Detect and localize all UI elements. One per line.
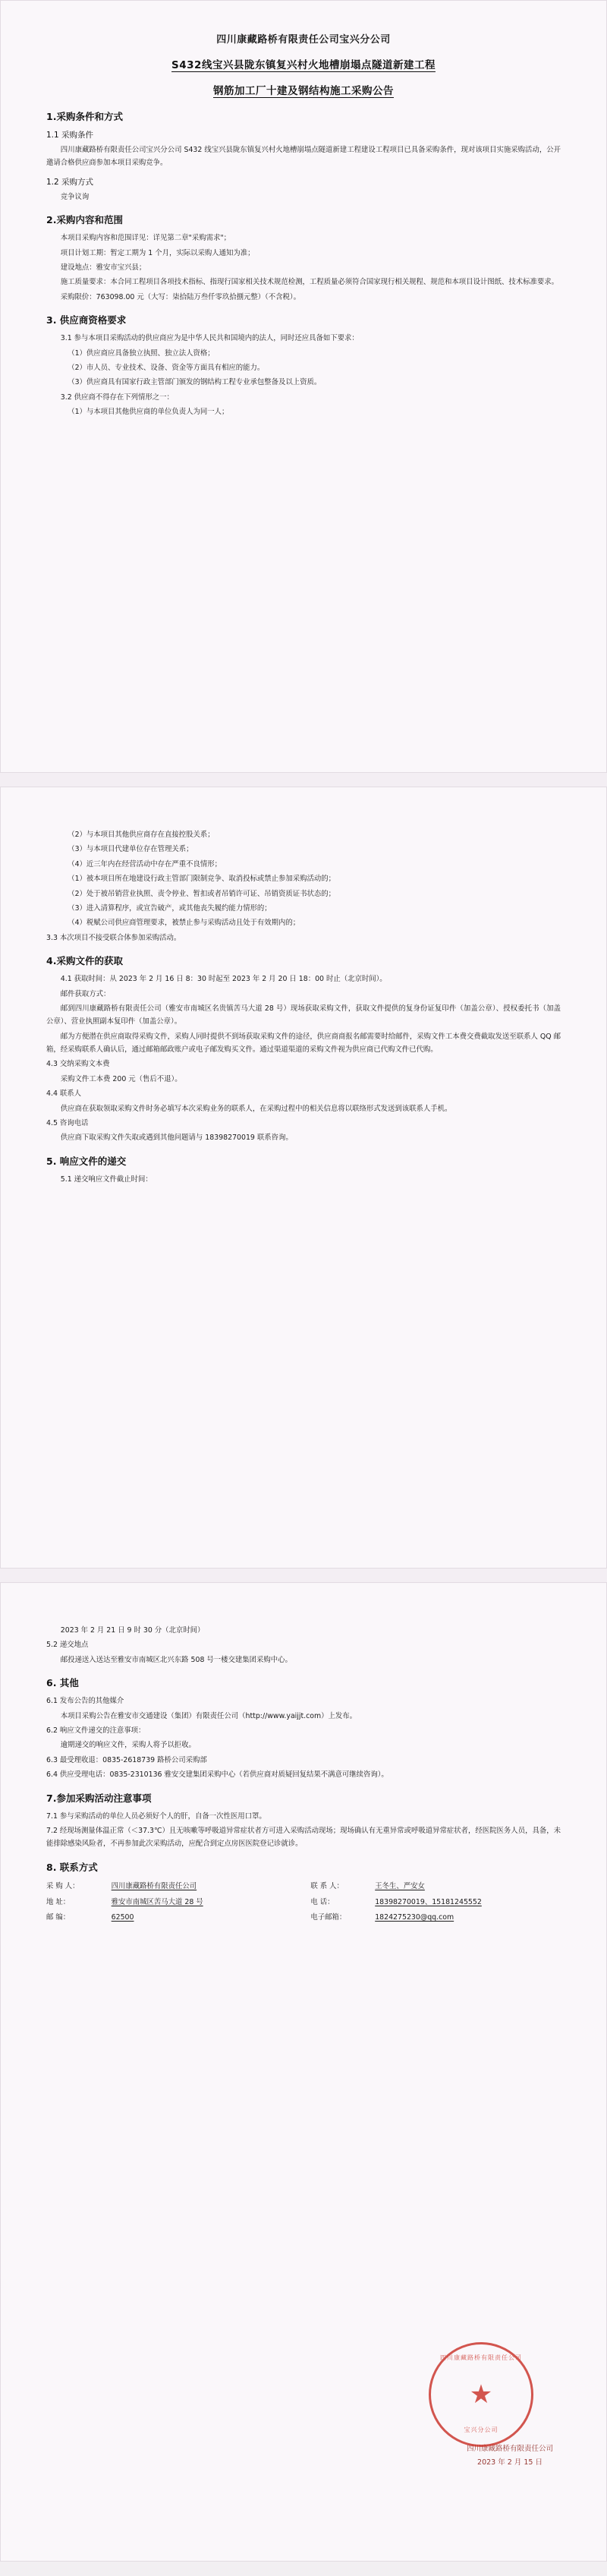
section-7-2-text: 7.2 经现场测量体温正常（＜37.3℃）且无咳嗽等呼吸道异常症状者方可进入采购活动现场；现场确认有无重异常或呼吸道异常症状者，经医院医务人员，具备，未能排除感染风险者，不再参加此次采购活动，应配合到定点房医医院登记诊就诊。 [46, 1826, 561, 1849]
section-4-3-text: 采购文件工本费 200 元（售后不退）。 [60, 1074, 182, 1083]
section-3-2-text: 3.2 供应商不得存在下列情形之一： [60, 393, 174, 402]
table-row [46, 1895, 561, 1911]
section-7-heading: 7.参加采购活动注意事项 [46, 1792, 152, 1804]
section-3-1-item-3: （3）供应商具有国家行政主管部门颁发的钢结构工程专业承包整备及以上资质。 [68, 378, 322, 387]
stamp-bottom-text: 宝兴分公司 [464, 2426, 498, 2433]
section-4-3-heading: 4.3 交纳采购文本费 [46, 1060, 110, 1069]
section-3-2-item-8: （4）税赋公司供应商管理要求，被禁止参与采购活动且处于有效期内的； [68, 919, 300, 928]
contact-label-email: 电子邮箱： [310, 1913, 347, 1922]
section-1-1-text: 四川康藏路桥有限责任公司宝兴分公司 S432 线宝兴县陇东镇复兴村火地槽崩塌点隧道新建工程建设工程项目已具备采购条件，现对该项目实施采购活动，公开邀请合格供应商参加本项目采购竞争。 [46, 146, 561, 168]
section-3-1-item-2: （2）市人员、专业技术、设备、资金等方面具有相应的能力。 [68, 363, 265, 372]
signature-company: 四川康藏路桥有限责任公司 [466, 2444, 553, 2453]
section-2-line-1: 本项目采购内容和范围详见：详见第二章"采购需求"； [60, 234, 231, 243]
section-4-2-label: 邮件获取方式： [60, 989, 111, 998]
company-title: 四川康藏路桥有限责任公司宝兴分公司 [216, 34, 391, 46]
star-icon: ★ [469, 2379, 493, 2410]
section-4-heading: 4.采购文件的获取 [46, 955, 123, 967]
contact-label-zip: 邮 编： [46, 1913, 71, 1922]
section-7-1-text: 7.1 参与采购活动的单位人员必须好个人的肝，自备一次性医用口罩。 [46, 1811, 266, 1821]
section-3-2-item-4: （4）近三年内在经营活动中存在严重不良情形； [68, 859, 222, 869]
section-4-4-text: 供应商在获取领取采购文件时务必填写本次采购业务的联系人，在采购过程中的相关信息将以联络形式发送到该联系人手机。 [60, 1104, 452, 1113]
section-4-5-heading: 4.5 咨询电话 [46, 1119, 89, 1128]
signature-date: 2023 年 2 月 15 日 [477, 2458, 543, 2467]
contact-label-phone: 电 话： [310, 1897, 335, 1906]
notice-title: 钢筋加工厂十建及钢结构施工采购公告 [213, 85, 394, 97]
section-5-2-heading: 5.2 递交地点 [46, 1641, 89, 1650]
section-2-heading: 2.采购内容和范围 [46, 214, 123, 226]
section-4-2-note: 邮为方便潜在供应商取得采购文件，采购人同时提供不到场获取采购文件的途径，供应商商报名邮需要时给邮件，采购文件工本费交费截取发送至联系人 QQ 邮箱，经采购联系人确认后，通过邮箱邮政账户或电子邮发购买文件。通过渠道渠道的采购文件视为供应商已代购文件已代购。 [46, 1032, 561, 1055]
section-5-2-text: 邮投递送入送达至雅安市南城区北兴东路 508 号一楼交建集团采购中心。 [60, 1655, 292, 1664]
section-5-heading: 5. 响应文件的递交 [46, 1155, 127, 1167]
section-2-line-3: 建设地点：雅安市宝兴县； [60, 263, 146, 272]
company-seal-stamp [429, 2342, 533, 2447]
section-6-1-heading: 6.1 发布公告的其他媒介 [46, 1697, 124, 1706]
section-4-2-text: 邮到四川康藏路桥有限责任公司（雅安市南城区名贵镇苦马大道 28 号）现场获取采购文件，获取文件提供的复身份证复印件（加盖公章）、授权委托书（加盖公章）、营业执照副本复印件（加盖公章）。 [46, 1004, 561, 1026]
document-sheet-3 [0, 1582, 607, 2562]
contact-label-address: 地 址： [46, 1897, 71, 1906]
section-1-heading: 1.采购条件和方式 [46, 111, 123, 122]
section-3-1-item-1: （1）供应商应具备独立执照、独立法人资格； [68, 348, 215, 358]
section-1-2-text: 竞争议询 [60, 192, 90, 201]
section-3-3-text: 3.3 本次项目不接受联合体参加采购活动。 [46, 933, 181, 942]
section-5-1-label: 5.1 递交响应文件截止时间： [60, 1174, 153, 1184]
section-3-heading: 3. 供应商资格要求 [46, 314, 127, 326]
section-6-heading: 6. 其他 [46, 1677, 79, 1689]
table-row [46, 1879, 561, 1895]
section-1-2-heading: 1.2 采购方式 [46, 177, 94, 187]
section-1-1-heading: 1.1 采购条件 [46, 131, 94, 140]
section-6-2-text: 逾期递交的响应文件，采购人将予以拒收。 [60, 1741, 196, 1750]
contact-label-buyer: 采 购 人： [46, 1881, 80, 1890]
section-2-line-4: 施工质量要求：本合同工程项目各项技术指标、指现行国家相关技术规范检测，工程质量必须符合国家现行相关规程、规范和本项目设计图纸、技术标准要求。 [60, 278, 559, 287]
section-3-1-text: 3.1 参与本项目采购活动的供应商应为是中华人民共和国境内的法人，同时还应具备如下要求： [60, 334, 359, 343]
contact-value-person: 王冬生、严安女 [375, 1881, 425, 1890]
section-6-3-text: 6.3 最受理收退：0835-2618739 路桥公司采购部 [46, 1755, 207, 1764]
section-2-line-5: 采购限价：763098.00 元（大写：柒拾陆万叁仟零玖拾捌元整）（不含税）。 [60, 292, 300, 301]
contact-table [46, 1879, 561, 1926]
section-3-2-item-3: （3）与本项目代建单位存在管理关系； [68, 845, 193, 854]
section-6-1-text: 本项目采购公告在雅安市交通建设（集团）有限责任公司（http://www.yaijjt.com）上发布。 [60, 1711, 357, 1720]
signature-block [467, 2442, 553, 2470]
contact-label-person: 联 系 人： [310, 1881, 344, 1890]
contact-value-email: 1824275230@qq.com [375, 1913, 454, 1922]
section-6-2-heading: 6.2 响应文件递交的注意事项： [46, 1726, 146, 1735]
contact-value-zip: 62500 [111, 1913, 134, 1922]
section-6-4-text: 6.4 供应受理电话：0835-2310136 雅安交建集团采购中心（若供应商对质疑回复结果不满意可继续咨询）。 [46, 1770, 388, 1780]
section-5-1-datetime: 2023 年 2 月 21 日 9 时 30 分（北京时间） [60, 1626, 205, 1635]
project-title: S432线宝兴县陇东镇复兴村火地槽崩塌点隧道新建工程 [171, 59, 436, 71]
document-sheet-1 [0, 0, 607, 773]
contact-value-phone: 18398270019、15181245552 [375, 1897, 482, 1906]
section-3-2-item-6: （2）处于被吊销营业执照、责令停业、暂扣或者吊销许可证、吊销资质证书状态的； [68, 889, 336, 898]
section-8-heading: 8. 联系方式 [46, 1861, 98, 1873]
table-row [46, 1910, 561, 1926]
section-3-2-item-1: （1）与本项目其他供应商的单位负责人为同一人； [68, 408, 229, 417]
document-sheet-2 [0, 787, 607, 1569]
section-3-2-item-7: （3）进入清算程序，或宣告破产，或其他丧失履约能力情形的； [68, 903, 272, 913]
section-2-line-2: 项目计划工期：暂定工期为 1 个月，实际以采购人通知为准； [60, 248, 255, 257]
contact-value-buyer: 四川康藏路桥有限责任公司 [111, 1881, 197, 1890]
section-3-2-item-2: （2）与本项目其他供应商存在直接控股关系； [68, 831, 215, 839]
stamp-top-text: 四川康藏路桥有限责任公司 [440, 2354, 522, 2361]
contact-value-address: 雅安市南城区苦马大道 28 号 [111, 1897, 203, 1906]
section-4-1-text: 4.1 获取时间：从 2023 年 2 月 16 日 8：30 时起至 2023 年 2 月 20 日 18：00 时止（北京时间）。 [60, 975, 387, 984]
section-3-2-item-5: （1）被本项目所在地建设行政主管部门限制竞争、取消投标或禁止参加采购活动的； [68, 875, 336, 884]
section-4-5-text: 供应商下取采购文件失取或遇到其他问题请与 18398270019 联系咨询。 [60, 1134, 293, 1143]
section-4-4-heading: 4.4 联系人 [46, 1089, 82, 1099]
